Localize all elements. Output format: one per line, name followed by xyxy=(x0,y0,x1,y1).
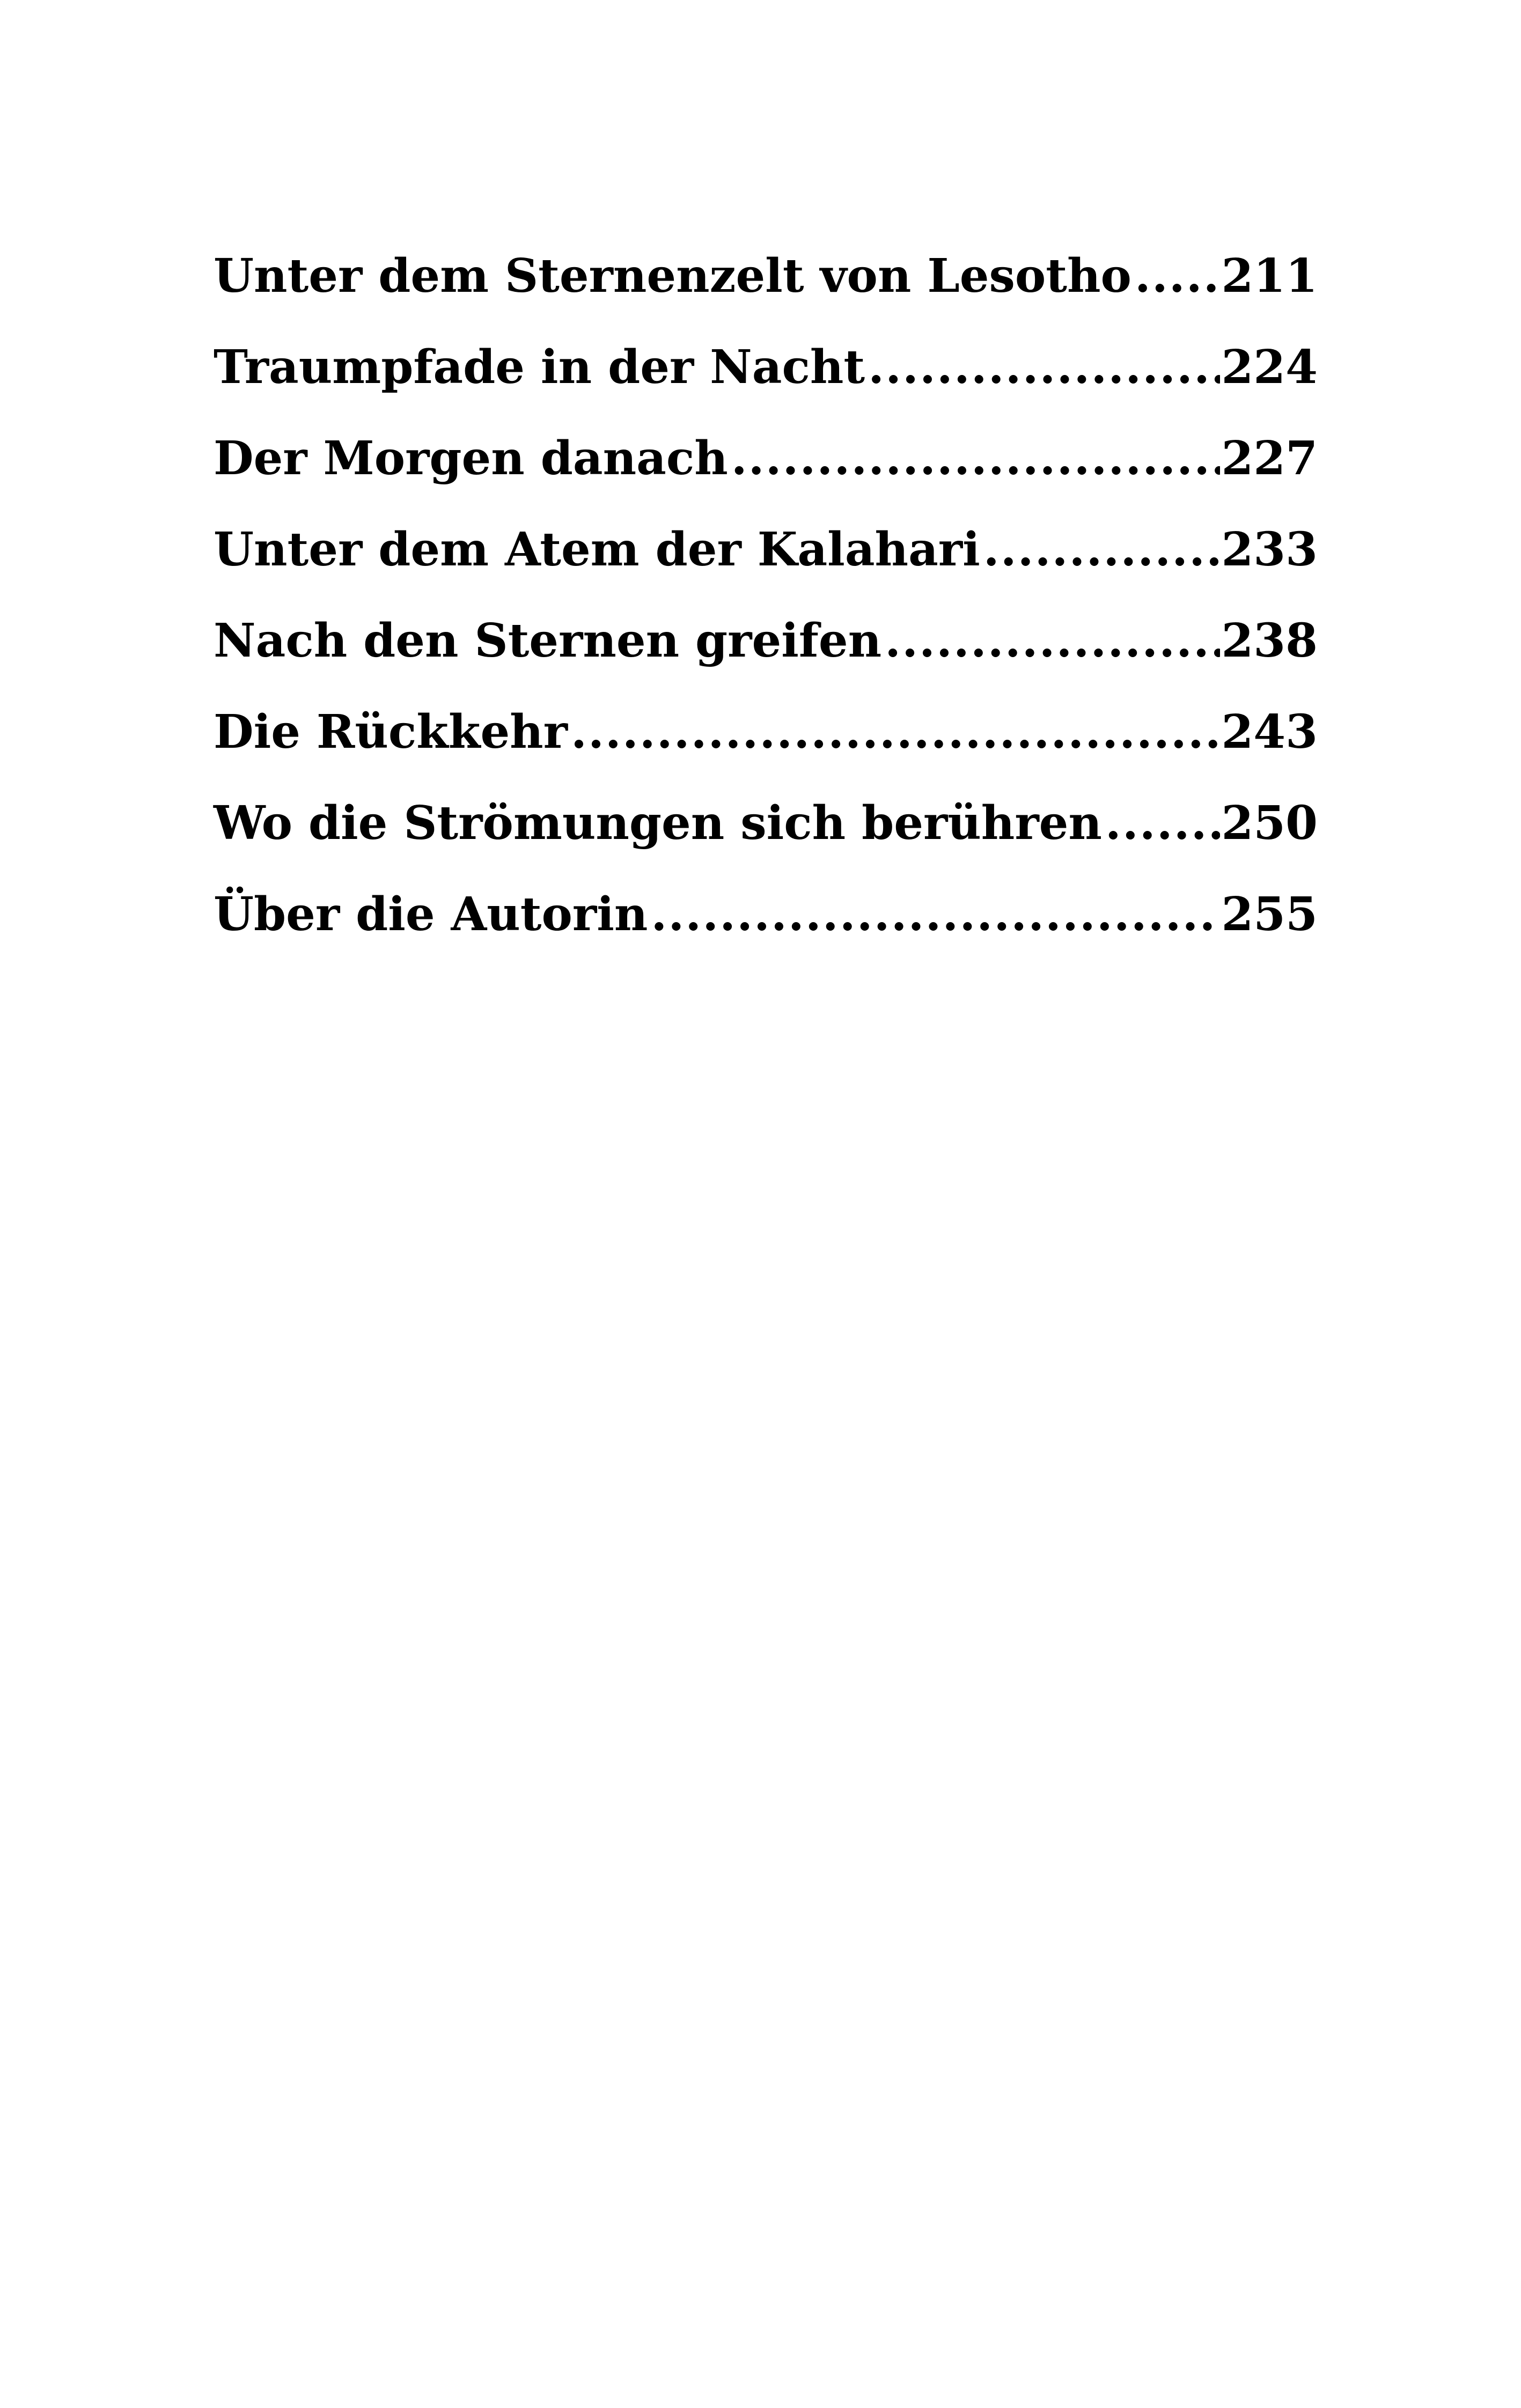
toc-entry xyxy=(214,778,1318,869)
toc-entry-title: Unter dem Sternenzelt von Lesotho xyxy=(214,249,1131,303)
toc-entry-page: 243 xyxy=(1221,705,1318,759)
toc-entry-page: 233 xyxy=(1221,522,1318,577)
toc-dot-leader xyxy=(983,504,1221,595)
toc-entry-page: 224 xyxy=(1221,340,1318,394)
toc-entry xyxy=(214,231,1318,322)
toc-dot-leader xyxy=(885,595,1220,687)
toc-entry-page: 227 xyxy=(1221,431,1318,485)
toc-entry-title: Wo die Strömungen sich berühren xyxy=(214,796,1102,850)
toc-entry-title: Über die Autorin xyxy=(214,887,648,941)
toc-entry-title: Unter dem Atem der Kalahari xyxy=(214,522,980,577)
toc-dot-leader xyxy=(571,687,1220,778)
toc-dot-leader xyxy=(651,869,1220,960)
toc-entry-title: Nach den Sternen greifen xyxy=(214,614,882,668)
toc-entry-title: Die Rückkehr xyxy=(214,705,568,759)
toc-entry-page: 250 xyxy=(1221,796,1318,850)
toc-entry xyxy=(214,504,1318,595)
toc-entry-title: Der Morgen danach xyxy=(214,431,728,485)
toc-entry-page: 238 xyxy=(1221,614,1318,668)
toc-entry-title: Traumpfade in der Nacht xyxy=(214,340,865,394)
table-of-contents xyxy=(214,231,1318,960)
toc-entry xyxy=(214,595,1318,687)
toc-dot-leader xyxy=(1135,231,1221,322)
toc-entry xyxy=(214,869,1318,960)
toc-dot-leader xyxy=(1105,778,1221,869)
toc-dot-leader xyxy=(731,413,1221,504)
toc-entry xyxy=(214,413,1318,504)
toc-entry-page: 211 xyxy=(1221,249,1318,303)
toc-dot-leader xyxy=(868,322,1220,413)
toc-entry-page: 255 xyxy=(1221,887,1318,941)
toc-entry xyxy=(214,687,1318,778)
toc-entry xyxy=(214,322,1318,413)
